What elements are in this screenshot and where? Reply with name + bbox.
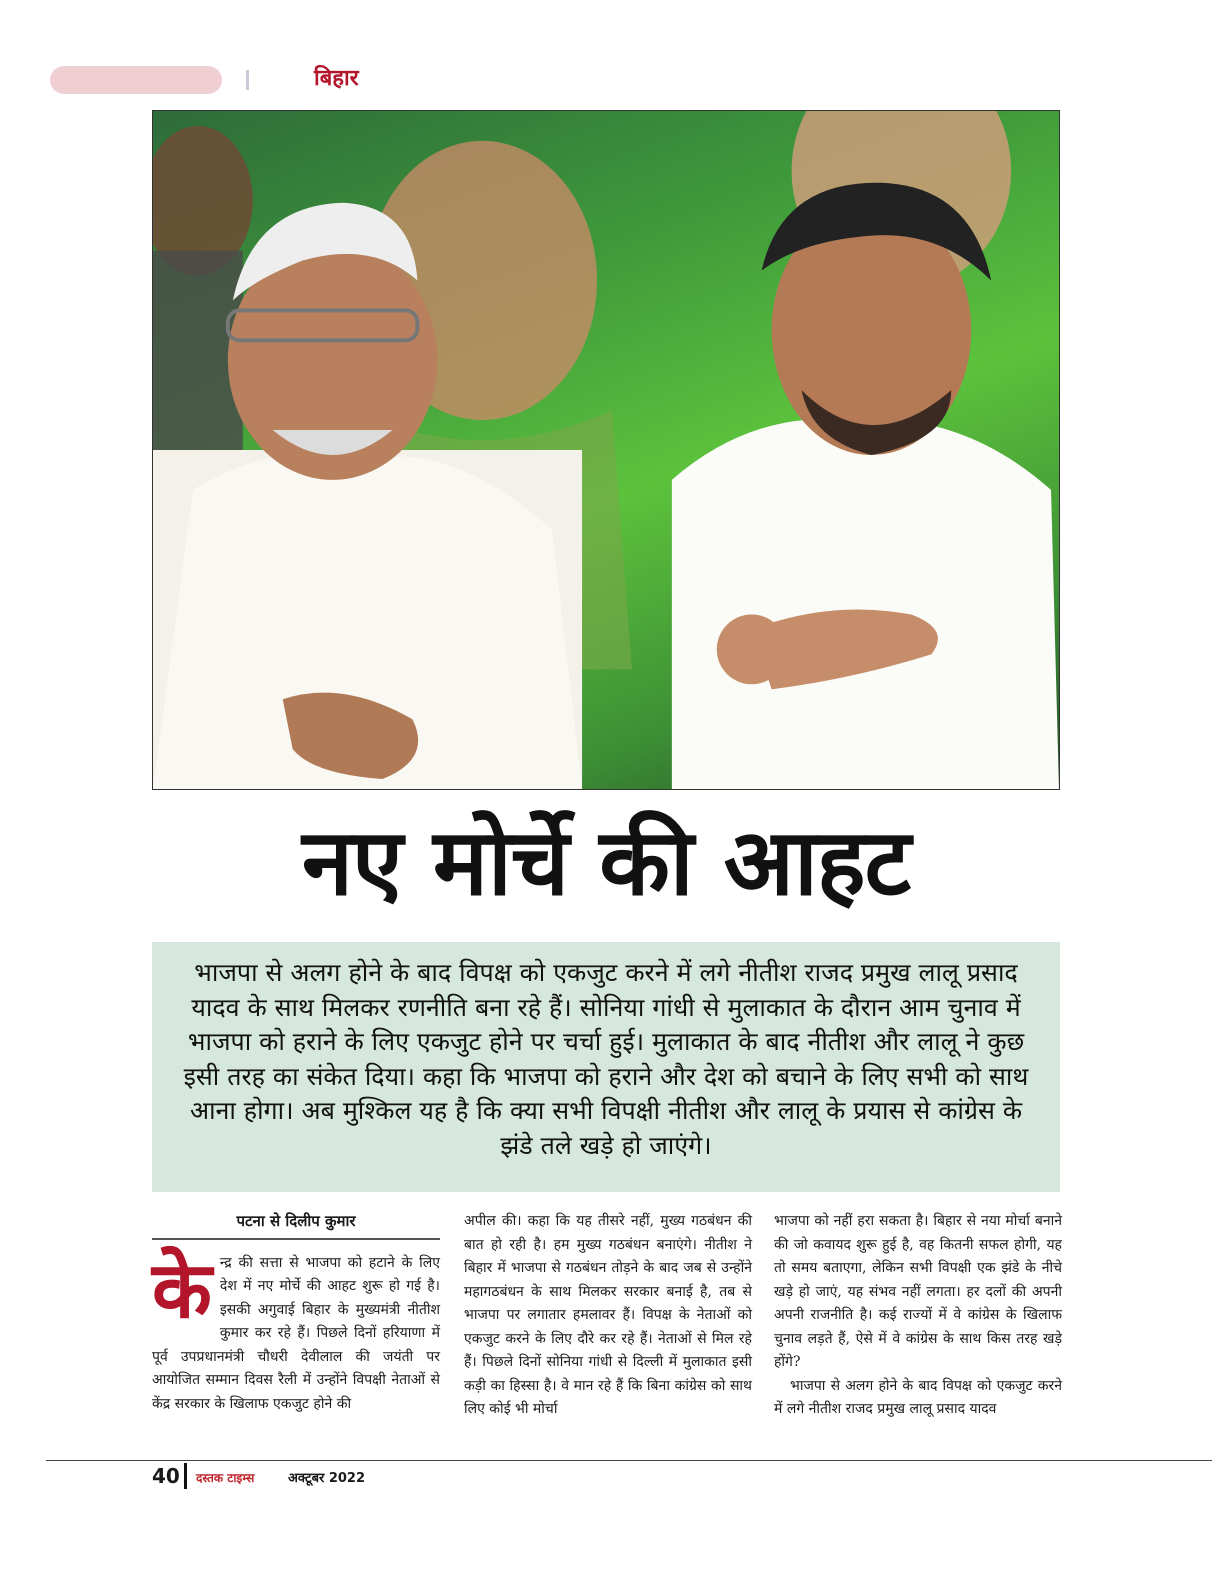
header-decoration-pill [50,66,222,94]
column-1-text: न्द्र की सत्ता से भाजपा को हटाने के लिए देश में नए मोर्चे की आहट शुरू हो गई है। इसकी अगुवाई बिहार के मुख्यमंत्री नीतीश कुमार कर रहे हैं। पिछले दिनों हरियाणा में पूर्व उपप्रधानमंत्री चौधरी देवीलाल की जयंती पर आयोजित सम्मान दिवस रैली में उन्होंने विपक्षी नेताओं से केंद्र सरकार के खिलाफ एकजुट होने की [152,1254,440,1412]
section-label: बिहार [314,66,359,91]
header-separator [246,70,249,90]
article-column-3 [774,1210,1062,1422]
photo-two-politicians-icon [153,111,1059,789]
column-2-text: अपील की। कहा कि यह तीसरे नहीं, मुख्य गठबंधन की बात हो रही है। हम मुख्य गठबंधन बनाएंगे। नीतीश ने बिहार में भाजपा से गठबंधन तोड़ने के बाद जब से उन्होंने महागठबंधन के साथ मिलकर सरकार बनाई है, तब से भाजपा पर लगातार हमलावर हैं। विपक्ष के नेताओं को एकजुट करने के लिए दौरे कर रहे हैं। नेताओं से मिल रहे हैं। पिछले दिनों सोनिया गांधी से दिल्ली में मुलाकात इसी कड़ी का हिस्सा है। वे मान रहे हैं कि बिना कांग्रेस को साथ लिए कोई भी मोर्चा [464,1213,752,1417]
byline: पटना से दिलीप कुमार [152,1210,440,1240]
magazine-name: दस्तक टाइम्स [196,1471,255,1485]
article-photo [152,110,1060,790]
issue-date: अक्टूबर 2022 [288,1471,366,1486]
headline: नए मोर्चे की आहट [301,809,911,916]
column-3-text: भाजपा को नहीं हरा सकता है। बिहार से नया मोर्चा बनाने की जो कवायद शुरू हुई है, वह कितनी सफल होगी, यह तो समय बताएगा, लेकिन सभी विपक्षी एक झंडे के नीचे खड़े हो जाएं, यह संभव नहीं लगता। हर दलों की अपनी अपनी राजनीति है। कई राज्यों में वे कांग्रेस के खिलाफ चुनाव लड़ते हैं, ऐसे में वे कांग्रेस के साथ किस तरह खड़े होंगे? [774,1213,1062,1370]
column-3-paragraph-2: भाजपा से अलग होने के बाद विपक्ष को एकजुट करने में लगे नीतीश राजद प्रमुख लालू प्रसाद यादव [774,1377,1062,1417]
footer-rule [46,1460,1212,1461]
dropcap: के [152,1245,212,1336]
article-column-2 [464,1210,752,1422]
page-number: 40 [152,1464,180,1488]
standfirst-text: भाजपा से अलग होने के बाद विपक्ष को एकजुट करने में लगे नीतीश राजद प्रमुख लालू प्रसाद यादव के साथ मिलकर रणनीति बना रहे हैं। सोनिया गांधी से मुलाकात के दौरान आम चुनाव में भाजपा को हराने के लिए एकजुट होने पर चर्चा हुई। मुलाकात के बाद नीतीश और लालू ने कुछ इसी तरह का संकेत दिया। कहा कि भाजपा को हराने और देश को बचाने के लिए सभी को साथ आना होगा। अब मुश्किल यह है कि क्या सभी विपक्षी नीतीश और लालू के प्रयास से कांग्रेस के झंडे तले खड़े हो जाएंगे। [183,958,1029,1160]
standfirst-box [152,942,1060,1192]
article-column-1 [152,1210,440,1416]
footer-separator [184,1463,187,1489]
